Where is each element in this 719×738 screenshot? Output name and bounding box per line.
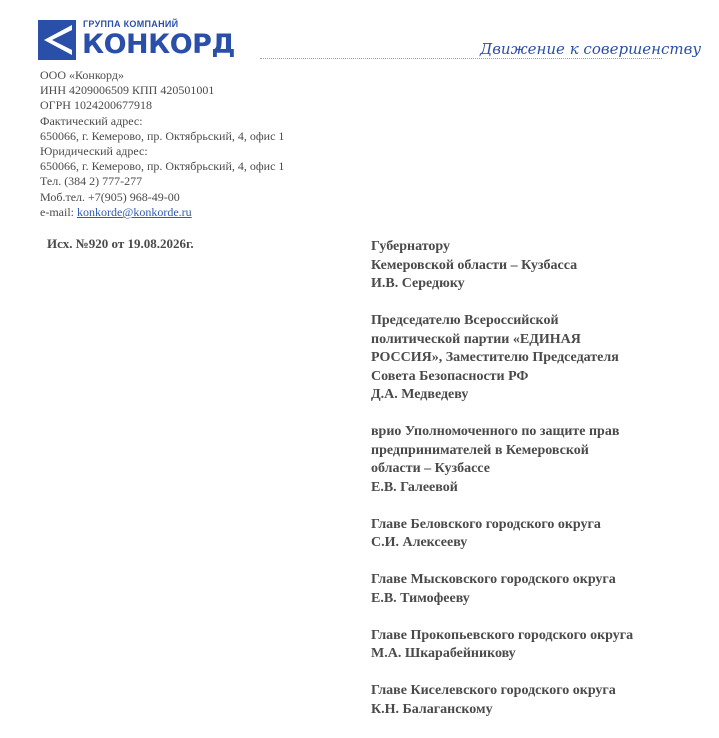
addressee-line: С.И. Алексееву <box>371 535 468 550</box>
addressee-line: РОССИЯ», Заместителю Председателя <box>371 350 619 365</box>
addressee-line: врио Уполномоченного по защите прав <box>371 424 620 439</box>
addressee-block <box>371 627 701 664</box>
company-line: ИНН 4209006509 КПП 420501001 <box>40 83 215 98</box>
addressee-line: Главе Киселевского городского округа <box>371 683 616 698</box>
header-divider <box>260 58 662 59</box>
company-logo <box>38 17 235 62</box>
company-line: Юридический адрес: <box>40 144 148 159</box>
addressee-list <box>371 238 701 738</box>
company-line: Моб.тел. +7(905) 968-49-00 <box>40 189 180 204</box>
addressee-line: Совета Безопасности РФ <box>371 368 529 384</box>
addressee-block <box>371 682 701 719</box>
addressee-block <box>371 516 701 553</box>
addressee-line: области – Кузбассе <box>371 461 490 476</box>
addressee-line: Главе Беловского городского округа <box>371 516 601 532</box>
addressee-line: Кемеровской области – Кузбасса <box>371 257 578 273</box>
slogan: Движение к совершенству <box>480 40 702 58</box>
addressee-line: М.А. Шкарабейникову <box>371 646 516 661</box>
addressee-line: И.В. Середюку <box>371 276 465 291</box>
outgoing-reference: Исх. №920 от 19.08.2026г. <box>47 236 194 251</box>
company-line: 650066, г. Кемерово, пр. Октябрьский, 4, офис 1 <box>40 159 285 174</box>
addressee-block <box>371 571 701 608</box>
addressee-line: политической партии «ЕДИНАЯ <box>371 331 581 347</box>
email-line <box>40 205 284 220</box>
email-link[interactable]: konkorde@konkorde.ru <box>76 204 192 219</box>
addressee-line: Д.А. Медведеву <box>371 387 469 402</box>
company-line: ОГРН 1024200677918 <box>40 98 152 113</box>
addressee-block <box>371 423 701 497</box>
addressee-line: Главе Прокопьевского городского округа <box>371 627 634 643</box>
company-line: ООО «Конкорд» <box>40 68 124 82</box>
company-line: 650066, г. Кемерово, пр. Октябрьский, 4, офис 1 <box>40 128 285 143</box>
company-line: Фактический адрес: <box>40 113 143 128</box>
konkord-logo-icon <box>38 20 76 60</box>
addressee-block <box>371 238 701 294</box>
company-line: Тел. (384 2) 777-277 <box>40 174 143 189</box>
addressee-line: Губернатору <box>371 239 451 254</box>
addressee-line: Е.В. Тимофееву <box>371 590 470 606</box>
addressee-line: Председателю Всероссийской <box>371 313 559 328</box>
logo-name: КОНКОРД <box>82 29 235 60</box>
email-label: e-mail: <box>40 204 77 219</box>
addressee-block <box>371 312 701 405</box>
addressee-line: Е.В. Галеевой <box>371 479 458 495</box>
logo-group-text: ГРУППА КОМПАНИЙ <box>83 19 179 29</box>
company-details <box>40 68 284 220</box>
addressee-line: предпринимателей в Кемеровской <box>371 442 589 458</box>
addressee-line: Главе Мысковского городского округа <box>371 572 616 587</box>
addressee-line: К.Н. Балаганскому <box>371 701 493 717</box>
